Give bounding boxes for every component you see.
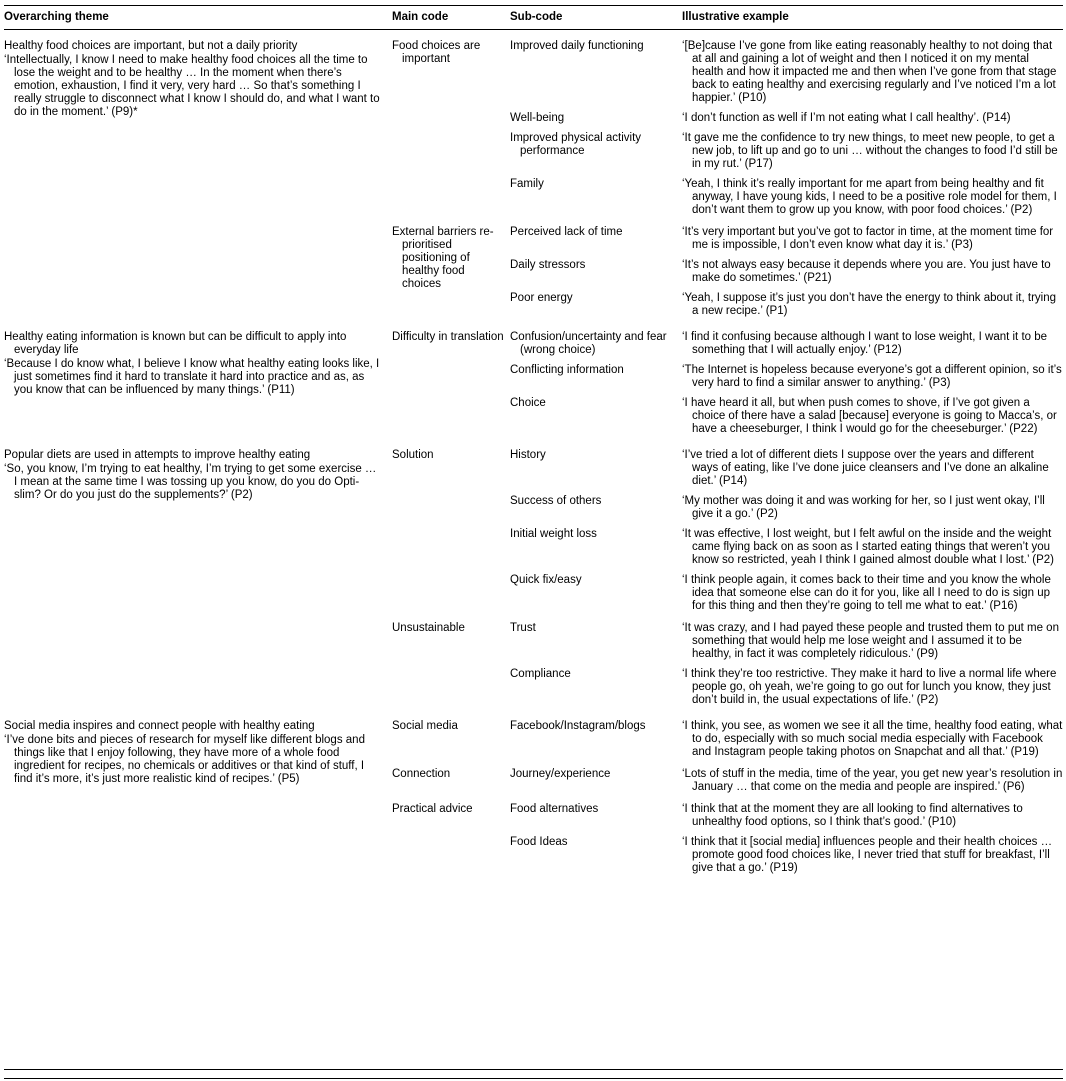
illustrative-example: ‘Yeah, I think it’s really important for me apart from being healthy and fit anyway, I have young kids, I need to be a positive role model for them, I don’t want them to grow up you know, with poor food choices.’ (P2): [682, 178, 1057, 216]
code-rows: [510, 803, 1063, 875]
theme-quote: ‘So, you know, I’m trying to eat healthy, I’m trying to get some exercise … I mean at the same time I was tossing up you know, do you do Opti-slim? Or do you just do the supplements?’ (P2): [4, 463, 377, 501]
illustrative-example: ‘I don’t function as well if I’m not eating what I call healthy’. (P14): [682, 112, 1011, 124]
illustrative-example: ‘I’ve tried a lot of different diets I suppose over the years and different ways of eating, like I’ve done juice cleansers and I’ve done an alkaline diet.’ (P14): [682, 449, 1049, 487]
code-row: [510, 226, 1063, 252]
theme-title: Social media inspires and connect people with healthy eating: [4, 720, 315, 732]
main-code: Unsustainable: [392, 622, 465, 634]
code-rows: [510, 622, 1063, 707]
theme-group-popular-diets: [4, 449, 1063, 707]
sub-code: History: [510, 449, 546, 461]
code-rows: [510, 768, 1063, 794]
main-code-section: [392, 622, 1063, 707]
sub-code: Confusion/uncertainty and fear (wrong choice): [510, 331, 667, 356]
sub-code: Initial weight loss: [510, 528, 597, 540]
main-code-section: [392, 768, 1063, 794]
main-code: Practical advice: [392, 803, 473, 815]
sub-code: Poor energy: [510, 292, 573, 304]
code-row: [510, 178, 1063, 217]
illustrative-example: ‘It’s not always easy because it depends where you are. You just have to make do sometimes.’ (P21): [682, 259, 1051, 284]
code-row: [510, 720, 1063, 759]
code-rows: [510, 331, 1063, 436]
main-code: Food choices are important: [392, 40, 481, 65]
theme-group-social-media: [4, 720, 1063, 875]
illustrative-example: ‘Yeah, I suppose it’s just you don’t have the energy to think about it, trying a new recipe.’ (P1): [682, 292, 1056, 317]
code-row: [510, 528, 1063, 567]
illustrative-example: ‘I think, you see, as women we see it all the time, healthy food eating, what to do, especially with so much social media especially with Facebook and Instagram people taking photos on Snapchat and all that.’ (P19): [682, 720, 1063, 758]
sub-code: Improved daily functioning: [510, 40, 644, 52]
theme-cell: [4, 720, 392, 875]
code-row: [510, 668, 1063, 707]
main-code: Difficulty in translation: [392, 331, 504, 343]
column-header-sub-code: Sub-code: [510, 11, 563, 23]
sub-code: Compliance: [510, 668, 571, 680]
theme-quote: ‘I’ve done bits and pieces of research for myself like different blogs and things like that I enjoy following, they have more of a whole food ingredient for recipes, no chemicals or additives or that kind of stuff, I find it’s more, it’s just more realistic kind of recipes.’ (P5): [4, 734, 365, 785]
sub-code: Choice: [510, 397, 546, 409]
illustrative-example: ‘It’s very important but you’ve got to factor in time, at the moment time for me is impossible, I don’t even know what day it is.’ (P3): [682, 226, 1054, 251]
theme-group-information: [4, 331, 1063, 436]
illustrative-example: ‘Lots of stuff in the media, time of the year, you get new year’s resolution in January … that come on the media and people are inspired.’ (P6): [682, 768, 1063, 793]
code-row: [510, 495, 1063, 521]
code-rows: [510, 40, 1063, 217]
code-row: [510, 397, 1063, 436]
code-rows: [510, 449, 1063, 613]
code-row: [510, 803, 1063, 829]
code-row: [510, 292, 1063, 318]
main-code-section: [392, 226, 1063, 318]
illustrative-example: ‘I have heard it all, but when push comes to shove, if I’ve got given a choice of there have a salad [because] everyone is going to Macca’s, or have a cheeseburger, I think I would go for the cheeseburger.’ (P22): [682, 397, 1057, 435]
sub-code: Facebook/Instagram/blogs: [510, 720, 646, 732]
theme-quote: ‘Intellectually, I know I need to make healthy food choices all the time to lose the weight and to be healthy … In the moment when there’s emotion, exhaustion, I find it very, very hard … So that’s something I really struggle to disconnect what I know I should do, and what I want to do in the moment.’ (P9)*: [4, 54, 380, 118]
code-row: [510, 364, 1063, 390]
main-code: External barriers re-prioritised positioning of healthy food choices: [392, 226, 494, 290]
sub-code: Improved physical activity performance: [510, 132, 642, 157]
code-row: [510, 259, 1063, 285]
illustrative-example: ‘I find it confusing because although I want to lose weight, I want it to be something that I will actually enjoy.’ (P12): [682, 331, 1048, 356]
sub-code: Well-being: [510, 112, 565, 124]
table-header-row: [4, 5, 1063, 30]
sub-code: Journey/experience: [510, 768, 611, 780]
illustrative-example: ‘I think that it [social media] influences people and their health choices … promote good food choices like, I never tried that stuff for breakfast, I’ll give that a go.’ (P19): [682, 836, 1053, 874]
sub-code: Trust: [510, 622, 536, 634]
code-rows: [510, 720, 1063, 759]
theme-cell: [4, 331, 392, 436]
table-bottom-rule: [4, 1069, 1063, 1079]
code-row: [510, 449, 1063, 488]
theme-title: Popular diets are used in attempts to improve healthy eating: [4, 449, 311, 461]
code-row: [510, 112, 1063, 125]
code-rows: [510, 226, 1063, 318]
main-code-sections: [392, 40, 1063, 318]
code-row: [510, 768, 1063, 794]
illustrative-example: ‘It was crazy, and I had payed these people and trusted them to put me on something that would help me lose weight and I assumed it to be healthy, in fact it was completely ridiculous.’ (P9): [682, 622, 1059, 660]
theme-title: Healthy food choices are important, but not a daily priority: [4, 40, 298, 52]
main-code: Connection: [392, 768, 451, 780]
sub-code: Success of others: [510, 495, 602, 507]
code-row: [510, 574, 1063, 613]
sub-code: Quick fix/easy: [510, 574, 582, 586]
code-row: [510, 331, 1063, 357]
illustrative-example: ‘I think they’re too restrictive. They make it hard to live a normal life where people go, oh yeah, we’re going to go out for lunch you know, they just don’t build in, the usual expectations of life.’ (P2): [682, 668, 1057, 706]
main-code-section: [392, 803, 1063, 875]
illustrative-example: ‘[Be]cause I’ve gone from like eating reasonably healthy to not doing that at all and gaining a lot of weight and then I noticed it on my mental health and how it impacted me and then when I’ve gone from that stage back to eating healthy and exercising regularly and I’ve noticed I’m a lot happier.’ (P10): [682, 40, 1057, 104]
code-row: [510, 836, 1063, 875]
column-header-overarching-theme: Overarching theme: [4, 11, 109, 23]
main-code-section: [392, 331, 1063, 436]
illustrative-example: ‘It was effective, I lost weight, but I felt awful on the inside and the weight came flying back on as soon as I started eating things that weren’t you know so restricted, yeah I think I gained almost double what I lost.’ (P2): [682, 528, 1055, 566]
sub-code: Family: [510, 178, 544, 190]
theme-cell: [4, 40, 392, 318]
main-code-section: [392, 720, 1063, 759]
main-code: Social media: [392, 720, 458, 732]
illustrative-example: ‘My mother was doing it and was working for her, so I just went okay, I’ll give it a go.’ (P2): [682, 495, 1045, 520]
main-code-section: [392, 449, 1063, 613]
column-header-illustrative-example: Illustrative example: [682, 11, 789, 23]
theme-group-food-choices: [4, 40, 1063, 318]
main-code-sections: [392, 720, 1063, 875]
theme-quote: ‘Because I do know what, I believe I know what healthy eating looks like, I just sometimes find it hard to translate it hard into practice and as, as you know that can be influenced by many things.’ (P11): [4, 358, 380, 396]
theme-cell: [4, 449, 392, 707]
sub-code: Conflicting information: [510, 364, 624, 376]
theme-title: Healthy eating information is known but can be difficult to apply into everyday life: [4, 331, 347, 356]
main-code-sections: [392, 449, 1063, 707]
sub-code: Daily stressors: [510, 259, 586, 271]
code-row: [510, 622, 1063, 661]
column-header-main-code: Main code: [392, 11, 449, 23]
illustrative-example: ‘I think people again, it comes back to their time and you know the whole idea that someone else can do it for you, like all I need to do is sign up for this thing and then they’re going to tell me what to eat.’ (P16): [682, 574, 1051, 612]
code-row: [510, 40, 1063, 105]
illustrative-example: ‘It gave me the confidence to try new things, to meet new people, to get a new job, to lift up and go to uni … without the changes to food I’d still be in my rut.’ (P17): [682, 132, 1058, 170]
main-code-sections: [392, 331, 1063, 436]
sub-code: Food Ideas: [510, 836, 568, 848]
code-row: [510, 132, 1063, 171]
illustrative-example: ‘The Internet is hopeless because everyone’s got a different opinion, so it’s very hard to find a similar answer to anything.’ (P3): [682, 364, 1062, 389]
main-code-section: [392, 40, 1063, 217]
sub-code: Perceived lack of time: [510, 226, 623, 238]
table-body: [4, 30, 1063, 1069]
main-code: Solution: [392, 449, 434, 461]
illustrative-example: ‘I think that at the moment they are all looking to find alternatives to unhealthy food options, so I think that’s good.’ (P10): [682, 803, 1023, 828]
sub-code: Food alternatives: [510, 803, 599, 815]
